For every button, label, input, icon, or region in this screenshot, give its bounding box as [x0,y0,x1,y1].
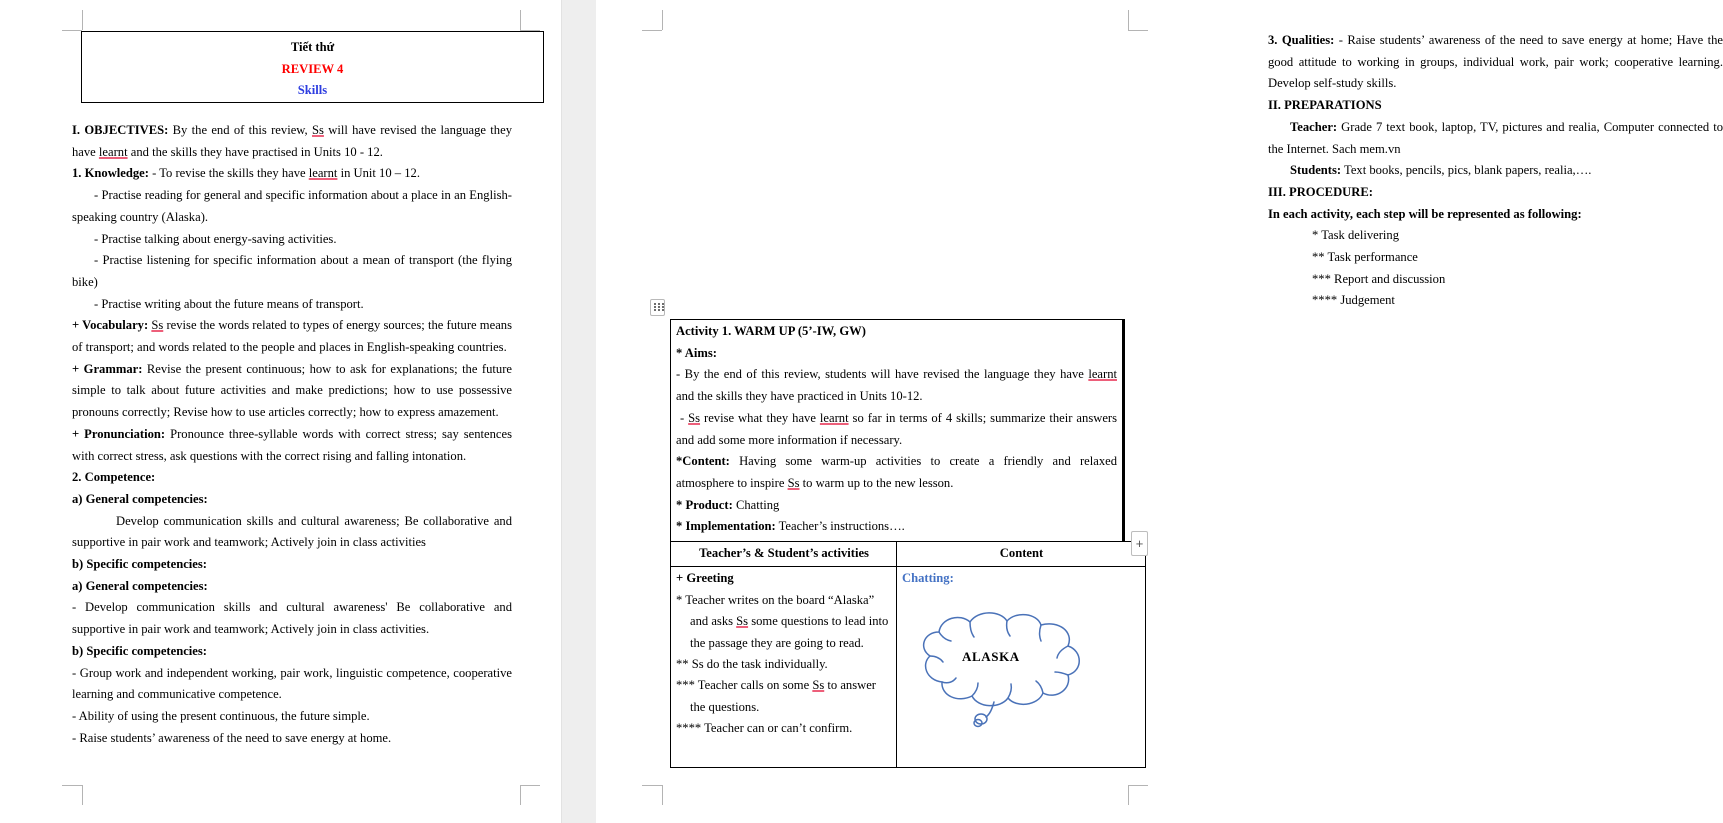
general-competencies-heading-1: a) General competencies: [72,491,208,506]
vocabulary-label: + Vocabulary: [72,318,149,333]
activity-warmup-box [670,319,1125,542]
list-item: - Practise talking about energy-saving activities. [94,231,337,246]
list-item: - Raise students’ awareness of the need to save energy at home. [72,730,392,745]
qualities-label: 3. Qualities: [1268,33,1335,47]
knowledge-text: - To revise the skills they have learnt in Unit 10 – 12. [148,166,420,181]
alaska-thought-bubble [902,590,1141,765]
objectives-label: I. OBJECTIVES: [72,123,169,137]
activity-aims-line-1: - By the end of this review, students will have revised the language they have learnt and the skills they have practiced in Units 10-12. [676,367,1117,404]
objectives-text: By the end of this review, Ss will have revised the language they have learnt and the skills they have practised in Units 10 - 12. [72,123,512,159]
list-item: - Practise reading for general and specific information about a place in an English-speaking country (Alaska). [72,188,512,224]
right-page-body [1268,30,1723,312]
handle-dots-icon [654,303,664,311]
procedure-step: * Task delivering [1312,228,1400,243]
specific-competencies-heading-2: b) Specific competencies: [72,643,207,658]
general-competencies-text-2: - Develop communication skills and cultural awareness' Be collaborative and supportive in pair work and teamwork; Actively join in class activities. [72,600,512,637]
add-column-button[interactable]: + [1131,531,1148,556]
qualities-paragraph [1268,30,1723,95]
list-item: - Ability of using the present continuous, the future simple. [72,708,370,723]
lesson-title-box [81,31,544,103]
grammar-text: Revise the present continuous; how to ask for explanations; the future simple to talk about future activities and make predictions; how to use possessive pronouns correctly; Revise how to use articles correctly; how to express amazement. [72,361,512,420]
teacher-preparations [1268,117,1723,160]
left-page-body [72,120,512,749]
table-header-row [671,542,1146,567]
pronunciation-text: Pronounce three-syllable words with correct stress; say sentences with correct stress, ask questions with the correct rising and falling intonation. [72,426,513,463]
activity-implementation-paragraph [676,516,1117,538]
list-item: - Practise writing about the future means of transport. [94,296,364,311]
table-row [671,567,1146,767]
greeting-label: + Greeting [676,571,734,586]
students-text: Text books, pencils, pics, blank papers, realia,…. [1341,163,1592,178]
procedure-heading: III. PROCEDURE: [1268,184,1373,199]
activity-aims-label: * Aims: [676,345,717,360]
activity-content-paragraph: *Content: Having some warm-up activities to create a friendly and relaxed atmosphere to inspire Ss to warm up to the new lesson. [676,454,1117,490]
general-competencies-heading-2: a) General competencies: [72,578,208,593]
table-move-handle-icon[interactable] [650,299,665,316]
activity-step: *** Teacher calls on some Ss to answer the questions. [676,678,876,714]
qualities-text: - Raise students’ awareness of the need to save energy at home; Have the good attitude to working in groups, individual work, pair work; cooperative learning. Develop self-study skills. [1268,33,1723,91]
title-line-tiet-thu: Tiết thứ [290,40,335,54]
title-line-skills: Skills [297,83,328,97]
vocabulary-paragraph [72,315,512,358]
page-left [0,0,561,823]
table-cell-content [897,567,1146,767]
cloud-label-alaska: ALASKA [962,648,1020,664]
teacher-text: Grade 7 text book, laptop, TV, pictures and realia, Computer connected to the Internet. Sach mem.vn [1268,119,1723,156]
students-label: Students: [1290,163,1342,178]
specific-competencies-heading-1: b) Specific competencies: [72,557,207,572]
activity-step: * Teacher writes on the board “Alaska” and asks Ss some questions to lead into the passage they are going to read. [676,592,889,650]
pronunciation-label: + Pronunciation: [72,426,166,441]
grammar-label: + Grammar: [72,361,143,376]
competence-heading: 2. Competence: [72,470,156,485]
procedure-step: *** Report and discussion [1312,271,1446,286]
activity-content-label: *Content: [676,454,730,469]
table-cell-activities [671,567,897,767]
table-header-content: Content [897,542,1146,567]
procedure-step: **** Judgement [1312,293,1395,308]
activity-implementation-label: * Implementation: [676,519,776,534]
students-preparations [1268,160,1723,182]
chatting-label: Chatting: [902,571,954,586]
each-activity-note: In each activity, each step will be represented as following: [1268,206,1582,221]
activity-product-paragraph [676,495,1117,517]
pronunciation-paragraph [72,424,512,467]
teacher-label: Teacher: [1290,119,1338,134]
general-competencies-text-1: Develop communication skills and cultural awareness; Be collaborative and supportive in pair work and teamwork; Actively join in class activities [72,513,512,550]
objectives-paragraph [72,120,512,163]
activity-step: **** Teacher can or can’t confirm. [676,721,853,736]
activity-step: ** Ss do the task individually. [676,657,828,672]
knowledge-paragraph [72,163,512,185]
procedure-table [670,541,1146,768]
list-item: - Practise listening for specific information about a mean of transport (the flying bike) [72,253,512,289]
knowledge-label: 1. Knowledge: [72,166,149,181]
list-item: - Group work and independent working, pair work, linguistic competence, cooperative learning and communicative competence. [72,665,512,702]
activity-implementation-text: Teacher’s instructions…. [775,519,905,534]
page-gutter [561,0,598,823]
title-line-review: REVIEW 4 [281,61,344,76]
activity-product-label: * Product: [676,497,733,512]
table-header-teacher-student: Teacher’s & Student’s activities [671,542,897,567]
preparations-heading: II. PREPARATIONS [1268,98,1382,113]
procedure-step: ** Task performance [1312,250,1418,265]
vocabulary-text: Ss revise the words related to types of energy sources; the future means of transport; and words related to the people and places in English-speaking countries. [72,318,512,355]
activity-aims-line-2: - Ss revise what they have learnt so far in terms of 4 skills; summarize their answers and add some more information if necessary. [676,410,1117,447]
grammar-paragraph [72,359,512,424]
activity-heading: Activity 1. WARM UP (5’-IW, GW) [676,324,866,338]
activity-product-text: Chatting [732,497,780,512]
